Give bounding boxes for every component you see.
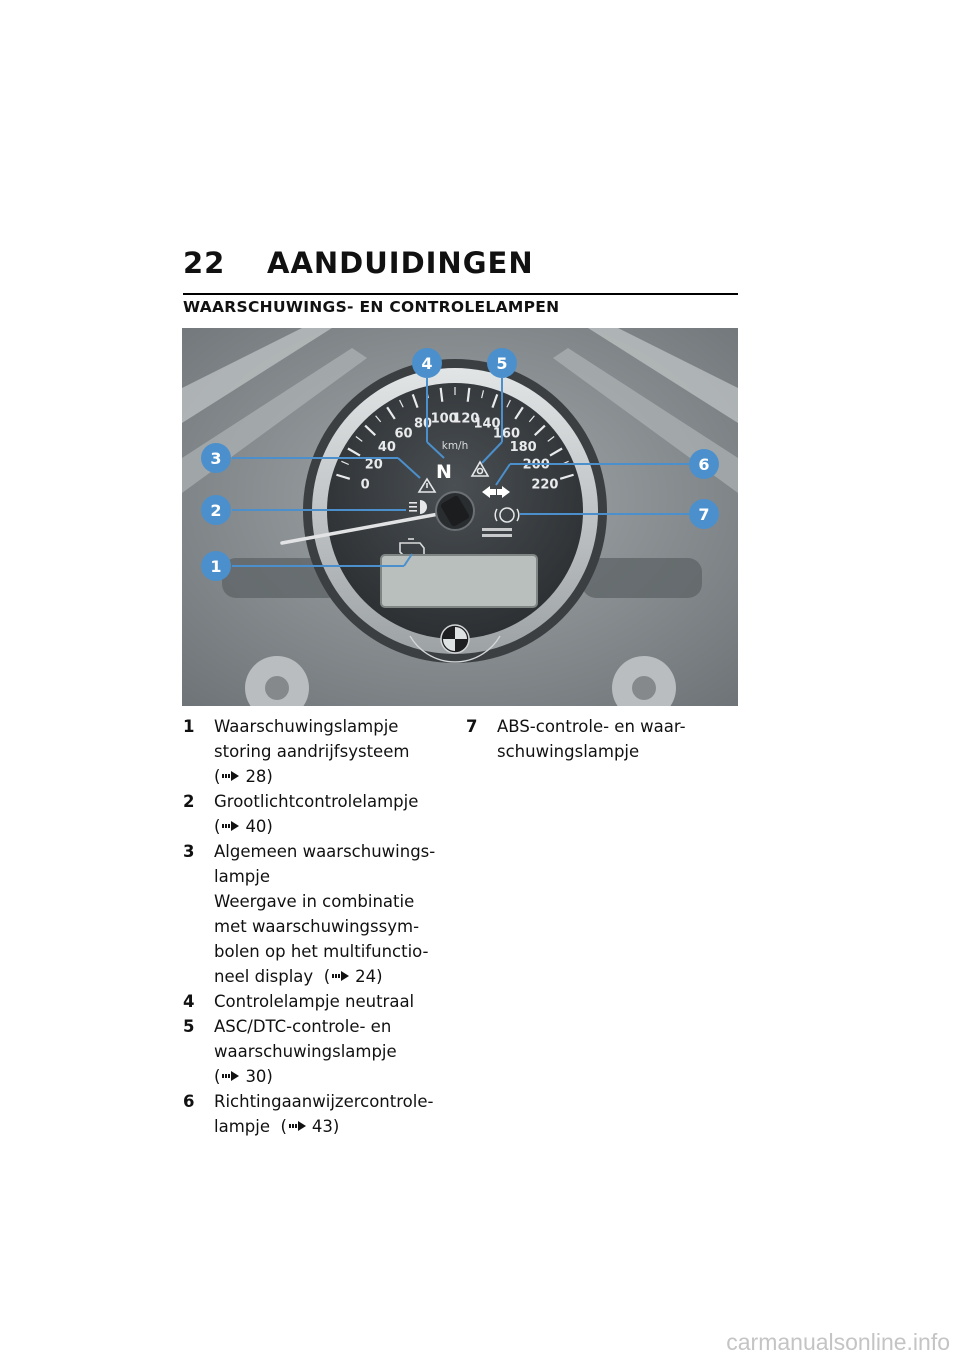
legend-number: 3: [183, 842, 195, 861]
chapter-title: AANDUIDINGEN: [267, 246, 534, 280]
legend-text-with-reference: lampje ( 43): [214, 1117, 340, 1136]
callout-7: [689, 499, 719, 529]
page-reference-icon: [222, 1071, 240, 1081]
svg-text:6: 6: [698, 455, 710, 474]
legend-text: storing aandrijfsysteem: [214, 742, 410, 761]
neutral-indicator: N: [436, 461, 452, 483]
speed-unit: km/h: [441, 440, 469, 452]
legend-text: Richtingaanwijzercontrole-: [214, 1092, 434, 1111]
svg-text:7: 7: [698, 505, 710, 524]
scale-label: 120: [452, 411, 480, 427]
legend-right-column: [466, 714, 738, 764]
legend-number: 6: [183, 1092, 195, 1111]
legend-text: bolen op het multifunctio-: [214, 942, 429, 961]
header-rule: [183, 293, 738, 295]
callout-5: [487, 348, 517, 378]
legend-item: [183, 714, 448, 789]
legend-number: 5: [183, 1017, 195, 1036]
legend-text: ABS-controle- en waar-: [497, 717, 686, 736]
multifunction-display: [381, 555, 537, 607]
scale-label: 20: [364, 457, 383, 473]
callout-1: [201, 551, 231, 581]
scale-label: 60: [394, 426, 413, 442]
scale-label: 100: [430, 411, 458, 427]
scale-label: 0: [360, 477, 370, 493]
scale-label: 160: [492, 426, 521, 442]
legend-text: waarschuwingslampje: [214, 1042, 397, 1061]
page-reference-icon: [332, 971, 350, 981]
callout-6: [689, 449, 719, 479]
callout-4: [412, 348, 442, 378]
scale-label: 220: [531, 477, 559, 493]
scale-label: 180: [509, 440, 537, 456]
legend-text-with-reference: neel display ( 24): [214, 967, 383, 986]
legend-text: lampje: [214, 867, 270, 886]
legend-text: met waarschuwingssym-: [214, 917, 420, 936]
legend-text: ASC/DTC-controle- en: [214, 1017, 392, 1036]
legend-text: Weergave in combinatie: [214, 892, 415, 911]
svg-text:5: 5: [496, 354, 508, 373]
legend-text: Waarschuwingslampje: [214, 717, 399, 736]
svg-text:1: 1: [210, 557, 222, 576]
page-reference-icon: [289, 1121, 307, 1131]
legend-item: [183, 1014, 448, 1089]
scale-label: 80: [413, 416, 433, 432]
instrument-cluster-figure: [182, 328, 738, 706]
legend-number: 7: [466, 717, 478, 736]
legend-text: schuwingslampje: [497, 742, 640, 761]
page-reference[interactable]: ( 24): [323, 967, 383, 986]
section-title: WAARSCHUWINGS- EN CONTROLELAMPEN: [183, 298, 560, 316]
legend-item: [183, 989, 448, 1014]
legend-item: [183, 789, 448, 839]
scale-label: 140: [473, 416, 501, 432]
scale-label: 200: [522, 457, 550, 473]
svg-text:2: 2: [210, 501, 222, 520]
page-reference[interactable]: ( 43): [280, 1117, 340, 1136]
page-number: 22: [183, 246, 226, 280]
legend-item: [466, 714, 738, 764]
legend-number: 1: [183, 717, 195, 736]
callout-3: [201, 443, 231, 473]
legend-item: [183, 839, 448, 989]
callout-2: [201, 495, 231, 525]
legend-text: Grootlichtcontrolelampje: [214, 792, 419, 811]
scale-label: 40: [377, 440, 396, 456]
svg-text:3: 3: [210, 449, 222, 468]
page-reference[interactable]: ( 40): [214, 817, 273, 836]
page-reference[interactable]: ( 30): [214, 1067, 273, 1086]
legend-item: [183, 1089, 448, 1139]
page-reference-icon: [222, 771, 240, 781]
legend-number: 4: [183, 992, 195, 1011]
watermark: carmanualsonline.info: [726, 1329, 950, 1355]
page-reference-icon: [222, 821, 240, 831]
legend-left-column: [183, 714, 448, 1139]
legend-text: Controlelampje neutraal: [214, 992, 415, 1011]
svg-text:4: 4: [421, 354, 433, 373]
legend-number: 2: [183, 792, 195, 811]
page-reference[interactable]: ( 28): [214, 767, 273, 786]
legend-text: Algemeen waarschuwings-: [214, 842, 436, 861]
